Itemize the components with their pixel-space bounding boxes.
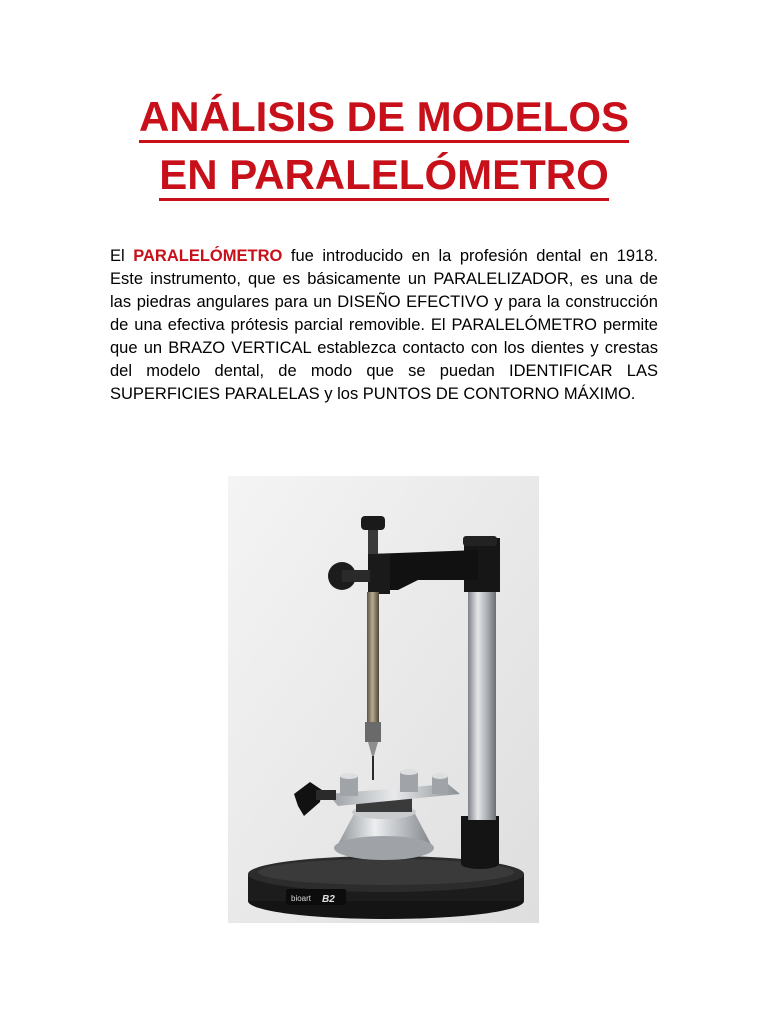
intro-paragraph — [110, 245, 658, 406]
title-line-2: EN PARALELÓMETRO — [159, 153, 609, 201]
paragraph-highlight: PARALELÓMETRO — [133, 247, 283, 265]
title-line-1: ANÁLISIS DE MODELOS — [139, 95, 629, 143]
paragraph-lead: El — [110, 247, 134, 265]
brand-label: bioart — [291, 894, 312, 903]
document-title — [100, 88, 668, 204]
paragraph-rest: fue introducido en la profesión dental en 1918. Este instrumento, que es básicamente un PARALELIZADOR, es una de las piedras angulares para un DISEÑO EFECTIVO y para la construcción de una efectiva prótesis parcial removible. El PARALELÓMETRO permite que un BRAZO VERTICAL establezca contacto con los dientes y crestas del modelo dental, de modo que se puedan IDENTIFICAR LAS SUPERFICIES PARALELAS y los PUNTOS DE CONTORNO MÁXIMO. — [110, 247, 658, 403]
model-label: B2 — [322, 894, 335, 905]
surveyor-photo — [228, 476, 539, 923]
